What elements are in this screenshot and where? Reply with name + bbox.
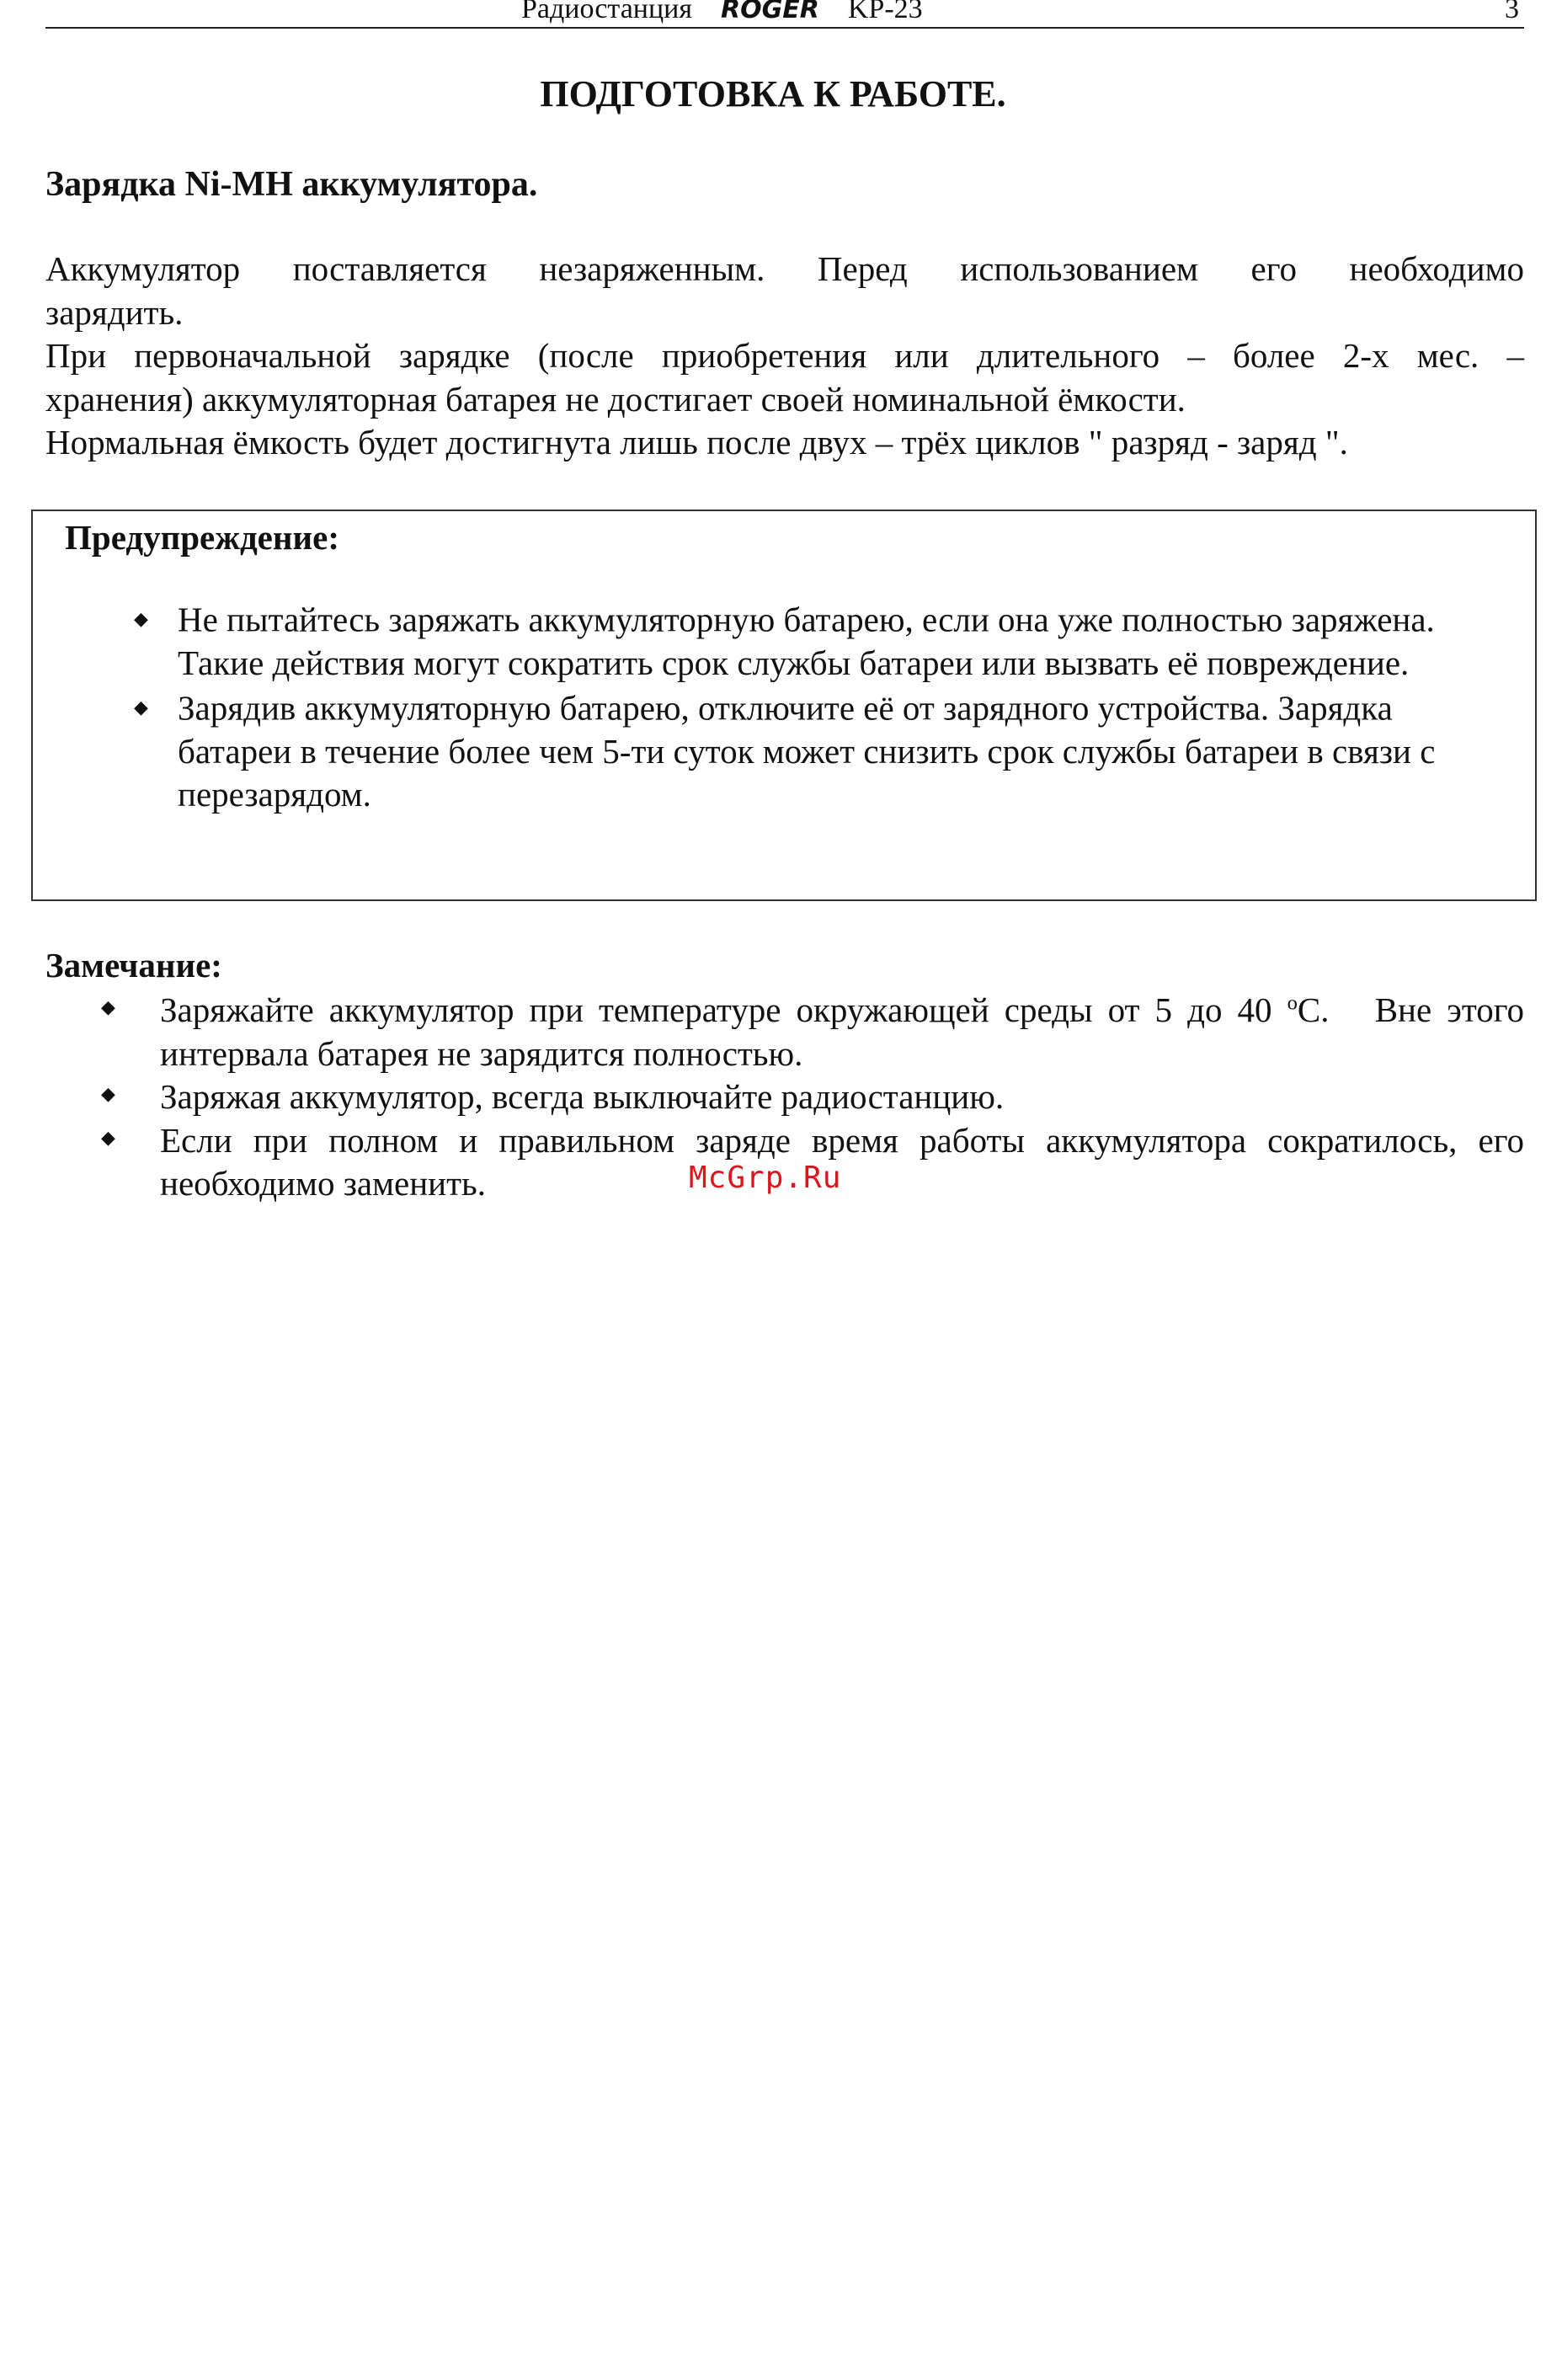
diamond-bullet-icon: ◆ <box>134 696 148 718</box>
header-model: KP-23 <box>847 0 923 24</box>
diamond-bullet-icon: ◆ <box>134 608 148 629</box>
intro-line-4: хранения) аккумуляторная батарея не достигает своей номинальной ёмкости. <box>45 379 1186 419</box>
diamond-bullet-icon: ◆ <box>101 1083 115 1104</box>
note-item-unit: С. <box>1297 990 1330 1029</box>
note-item <box>45 989 1524 1075</box>
intro-line-2: зарядить. <box>45 292 184 332</box>
note-item-text-rest: Вне этого интервала батарея не зарядится полностью. <box>160 990 1525 1073</box>
header-title: Радиостанция <box>521 0 693 24</box>
note-item-text: Если при полном и правильном заряде время работы аккумулятора сократилось, его необходимо заменить. <box>160 1120 1524 1203</box>
warning-box <box>31 510 1537 901</box>
warning-item <box>33 686 1464 817</box>
watermark-text: McGrp.Ru <box>689 1161 842 1195</box>
note-item-text: Заряжайте аккумулятор при температуре окружающей среды от 5 до 40 <box>160 990 1272 1029</box>
header-brand-logo: ROGER <box>721 0 819 24</box>
warning-item <box>33 597 1464 686</box>
notes-title: Замечание: <box>45 946 222 985</box>
warning-item-text: Не пытайтесь заряжать аккумуляторную батарею, если она уже полностью заряжена. Такие действия могут сократить срок службы батареи или вызвать её повреждение. <box>178 600 1435 683</box>
degree-symbol: o <box>1287 991 1298 1015</box>
note-item <box>45 1075 1524 1119</box>
page-title: ПОДГОТОВКА К РАБОТЕ. <box>540 73 1006 115</box>
note-item-text: Заряжая аккумулятор, всегда выключайте радиостанцию. <box>160 1077 1005 1116</box>
page-number: 3 <box>1505 0 1519 24</box>
header-title-line <box>521 0 923 23</box>
warning-list <box>33 597 1464 817</box>
intro-line-1: Аккумулятор поставляется незаряженным. Перед использованием его необходимо <box>45 249 1524 288</box>
warning-title: Предупреждение: <box>65 518 339 557</box>
page-header <box>45 0 1524 29</box>
section-heading: Зарядка Ni-MH аккумулятора. <box>45 165 538 204</box>
diamond-bullet-icon: ◆ <box>101 996 115 1017</box>
warning-item-text: Зарядив аккумуляторную батарею, отключите её от зарядного устройства. Зарядка батареи в течение более чем 5-ти суток может снизить срок службы батареи в связи с перезарядом. <box>178 688 1436 814</box>
intro-text <box>45 248 1524 465</box>
intro-line-3: При первоначальной зарядке (после приобретения или длительного – более 2-х мес. – <box>45 336 1524 375</box>
diamond-bullet-icon: ◆ <box>101 1126 115 1148</box>
intro-line-5: Нормальная ёмкость будет достигнута лишь после двух – трёх циклов " разряд - заряд ". <box>45 423 1348 462</box>
